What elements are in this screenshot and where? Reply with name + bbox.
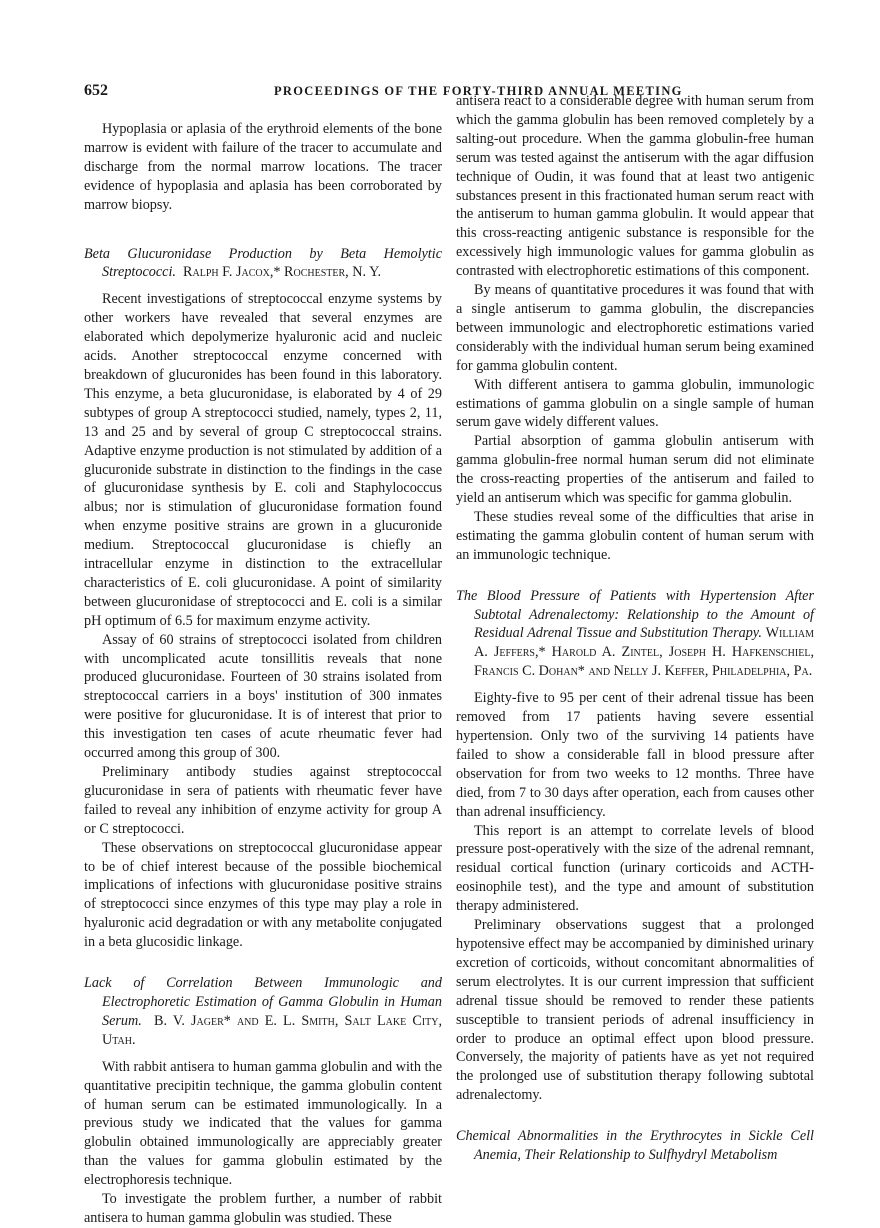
- paragraph: Recent investigations of streptococcal enzyme systems by other workers have revealed that several enzymes are elaborated which depolymerize hyaluronic acid and nucleic acids. Another streptococcal enzyme concerned with breakdown of glucuronides has been found in this laboratory. This enzyme, a beta glucuronidase, is elaborated by 4 of 29 subtypes of group A streptococci studied, namely, types 2, 11, 13 and 25 and by several of group C streptococcal strains. Adaptive enzyme production is not stimulated by addition of a glucuronide substrate in distinction to the findings in the case of glucuronidase synthesis by E. coli and Staphylococcus albus; nor is stimulation of glucuronidase formation found when enzyme positive strains are grown in a glucuronide medium. Streptococcal glucuronidase is chiefly an intracellular enzyme in distinction to the extracellular characteristics of E. coli glucuronidase. A point of similarity between glucuronidase of streptococci and E. coli is a similar pH optimum of 6.5 for maximum enzyme activity.: [84, 291, 442, 629]
- abstract-title: [456, 587, 814, 682]
- paragraph: These observations on streptococcal glucuronidase appear to be of chief interest because of the possible biochemical implications of infections with glucuronidase positive strains of streptococci since enzymes of this type may play a role in hyaluronic acid degradation or with any metabolite conjugated in a beta glucosidic linkage.: [84, 839, 442, 951]
- paragraph: antisera react to a considerable degree with human serum from which the gamma globulin has been removed completely by a salting-out procedure. When the gamma globulin-free human serum was tested against the antiserum with the agar diffusion technique of Oudin, it was found that at least two antigenic substances present in this fractionated human serum react with the antiserum to human gamma globulin. It would appear that this cross-reacting antigenic substance is responsible for the excessively high immunologic values for gamma globulin as contrasted with electrophoretic estimations of this component.: [456, 93, 814, 280]
- paragraph: This report is an attempt to correlate levels of blood pressure post-operatively with the size of the adrenal remnant, residual cortical function (urinary corticoids and ACTH-eosinophile test), and the type and amount of substitution therapy administered.: [456, 822, 814, 915]
- title-text: Beta Glucuronidase Production by Beta Hemolytic Streptococci.: [84, 245, 442, 281]
- title-text: Lack of Correlation Between Immunologic and Electrophoretic Estimation of Gamma Globulin in Human Serum.: [84, 975, 442, 1029]
- title-text: The Blood Pressure of Patients with Hypertension After Subtotal Adrenalectomy: Relationship to the Amount of Residual Adrenal Tissue and Substitution Therapy.: [456, 587, 814, 642]
- paragraph: Partial absorption of gamma globulin antiserum with gamma globulin-free normal human serum did not eliminate the cross-reacting properties of the antiserum and failed to yield an antiserum which was specific for gamma globulin.: [456, 433, 814, 507]
- abstract-title: [84, 245, 442, 283]
- paragraph: By means of quantitative procedures it was found that with a single antiserum to gamma globulin, the discrepancies between immunologic and electrophoretic estimations varied considerably with the individual human serum being examined for gamma globulin content.: [456, 282, 814, 374]
- paragraph: Preliminary observations suggest that a prolonged hypotensive effect may be accompanied by diminished urinary excretion of corticoids, without concomitant abnormalities of serum electrolytes. It is our current impression that sufficient adrenal tissue should be removed to render these patients susceptible to transient periods of adrenal insufficiency in order to produce an optimal effect upon blood pressure. Conversely, the majority of patients have as yet not required the prolonged use of substitution therapy following subtotal adrenalectomy.: [456, 917, 814, 1104]
- authors: William A. Jeffers,* Harold A. Zintel, Joseph H. Hafkenschiel, Francis C. Dohan* and Nelly J. Keffer, Philadelphia, Pa.: [474, 625, 815, 680]
- paragraph: With different antisera to gamma globulin, immunologic estimations of gamma globulin on a single sample of human serum gave widely different values.: [456, 376, 814, 431]
- abstract-title: [456, 1127, 814, 1165]
- paragraph: Assay of 60 strains of streptococci isolated from children with uncomplicated acute tonsillitis reveals that none produced glucuronidase. Fourteen of 30 strains isolated from streptococcal carriers in a boys' institution of 300 inmates were positive for glucuronidase. It is of interest that prior to this investigation ten cases of acute rheumatic fever had occurred among this group of 300.: [84, 631, 442, 762]
- page-number: 652: [84, 82, 108, 99]
- right-column: [456, 92, 814, 1173]
- abstract-title: [84, 974, 442, 1050]
- left-column: [84, 120, 442, 1228]
- running-head: PROCEEDINGS OF THE FORTY-THIRD ANNUAL MEETING: [274, 84, 683, 98]
- paragraph: To investigate the problem further, a number of rabbit antisera to human gamma globulin was studied. These: [84, 1191, 442, 1226]
- authors: B. V. Jager* and E. L. Smith, Salt Lake City, Utah.: [102, 1012, 443, 1048]
- paragraph: With rabbit antisera to human gamma globulin and with the quantitative precipitin technique, the gamma globulin content of human serum can be estimated immunologically. In a previous study we indicated that the values for gamma globulin obtained immunologically are appreciably greater than the values for gamma globulin estimated by the electrophoresis technique.: [84, 1058, 442, 1189]
- paragraph: These studies reveal some of the difficulties that arise in estimating the gamma globulin content of human serum with an immunologic technique.: [456, 508, 814, 563]
- title-text: Chemical Abnormalities in the Erythrocytes in Sickle Cell Anemia, Their Relationship to Sulfhydryl Metabolism: [456, 1128, 814, 1164]
- paragraph: Eighty-five to 95 per cent of their adrenal tissue has been removed from 17 patients having severe essential hypertension. Only two of the surviving 14 patients have failed to show a considerable fall in blood pressure after observation for from two weeks to 12 months. Three have died, from 7 to 30 days after operation, each from causes other than adrenal insufficiency.: [456, 690, 814, 820]
- paragraph: Preliminary antibody studies against streptococcal glucuronidase in sera of patients with rheumatic fever have failed to reveal any inhibition of enzyme activity for group A or C streptococci.: [84, 764, 442, 837]
- paragraph: Hypoplasia or aplasia of the erythroid elements of the bone marrow is evident with failure of the tracer to accumulate and discharge from the normal marrow locations. The tracer evidence of hypoplasia and aplasia has been corroborated by marrow biopsy.: [84, 121, 442, 213]
- authors: Ralph F. Jacox,* Rochester, N. Y.: [183, 264, 382, 281]
